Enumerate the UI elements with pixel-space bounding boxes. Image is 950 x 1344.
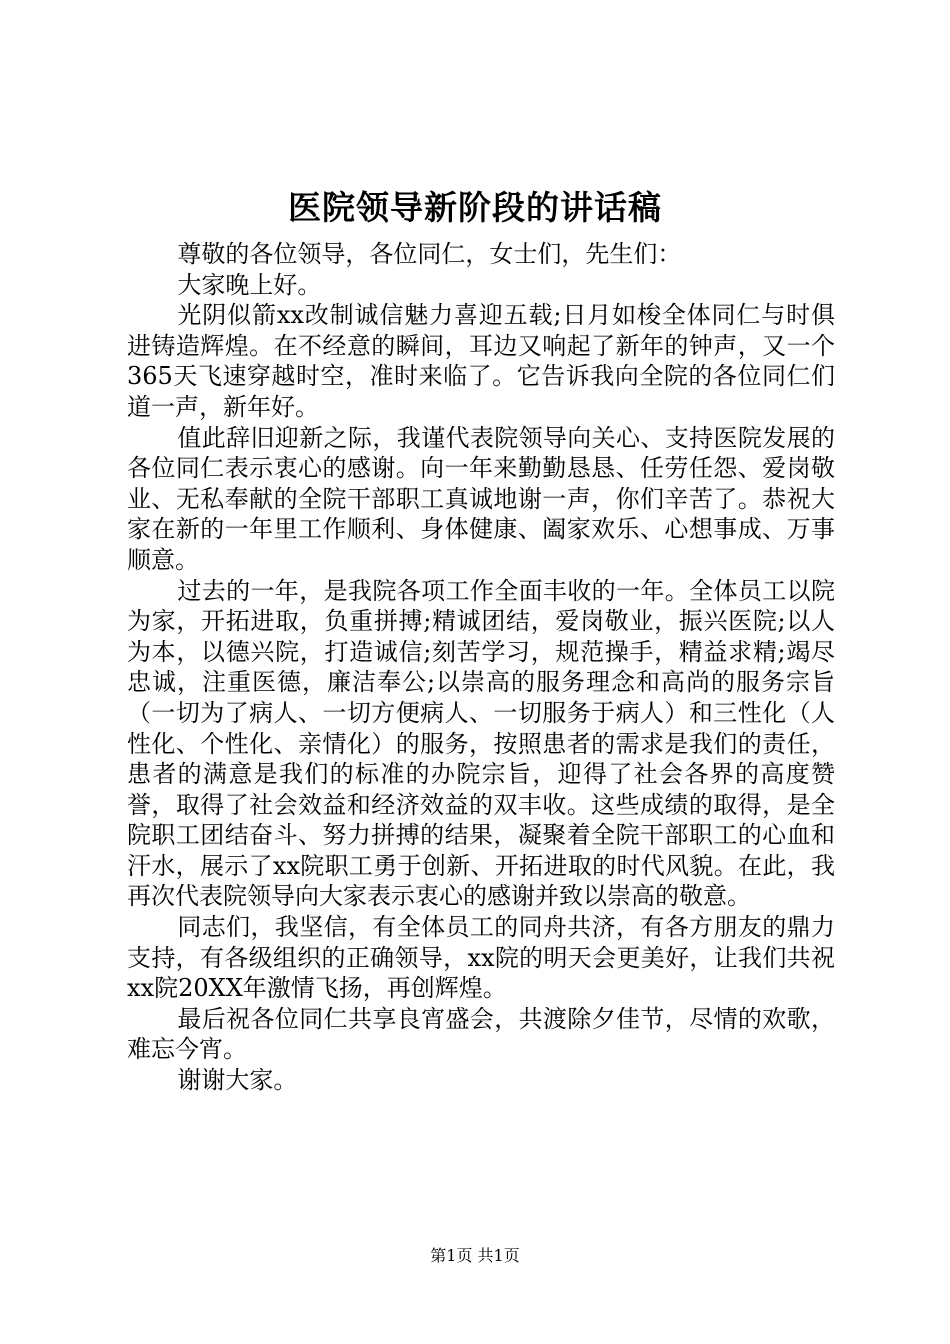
document-body (127, 239, 835, 1096)
closing: 谢谢大家。 (177, 1066, 298, 1095)
paragraph-achievements: 过去的一年，是我院各项工作全面丰收的一年。全体员工以院为家，开拓进取，负重拼搏;精诚团结，爱岗敬业，振兴医院;以人为本，以德兴院，打造诚信;刻苦学习，规范操手，精益求精;竭尽忠诚，注重医德，廉洁奉公;以崇高的服务理念和高尚的服务宗旨（一切为了病人、一切方便病人、一切服务于病人）和三性化（人性化、个性化、亲情化）的服务，按照患者的需求是我们的责任，患者的满意是我们的标准的办院宗旨，迎得了社会各界的高度赞誉，取得了社会效益和经济效益的双丰收。这些成绩的取得，是全院职工团结奋斗、努力拼搏的结果，凝聚着全院干部职工的心血和汗水，展示了xx院职工勇于创新、开拓进取的时代风貌。在此，我再次代表院领导向大家表示衷心的感谢并致以崇高的敬意。 (127, 576, 835, 911)
document-title: 医院领导新阶段的讲话稿 (288, 188, 662, 227)
paragraph-confidence: 同志们，我坚信，有全体员工的同舟共济，有各方朋友的鼎力支持，有各级组织的正确领导，xx院的明天会更美好，让我们共祝xx院20XX年激情飞扬，再创辉煌。 (127, 913, 835, 1003)
paragraph-new-year: 光阴似箭xx改制诚信魅力喜迎五载;日月如梭全体同仁与时俱进铸造辉煌。在不经意的瞬间，耳边又响起了新年的钟声，又一个365天飞速穿越时空，准时来临了。它告诉我向全院的各位同仁们道一声，新年好。 (127, 301, 835, 421)
paragraph-wishes: 最后祝各位同仁共享良宵盛会，共渡除夕佳节，尽情的欢歌，难忘今宵。 (127, 1004, 835, 1064)
page-footer: 第1页 共1页 (430, 1246, 520, 1265)
salutation: 尊敬的各位领导，各位同仁，女士们，先生们： (177, 240, 682, 268)
greeting: 大家晚上好。 (177, 270, 322, 299)
paragraph-thanks: 值此辞旧迎新之际，我谨代表院领导向关心、支持医院发展的各位同仁表示衷心的感谢。向一年来勤勤恳恳、任劳任怨、爱岗敬业、无私奉献的全院干部职工真诚地谢一声，你们辛苦了。恭祝大家在新的一年里工作顺利、身体健康、阖家欢乐、心想事成、万事顺意。 (127, 423, 835, 574)
